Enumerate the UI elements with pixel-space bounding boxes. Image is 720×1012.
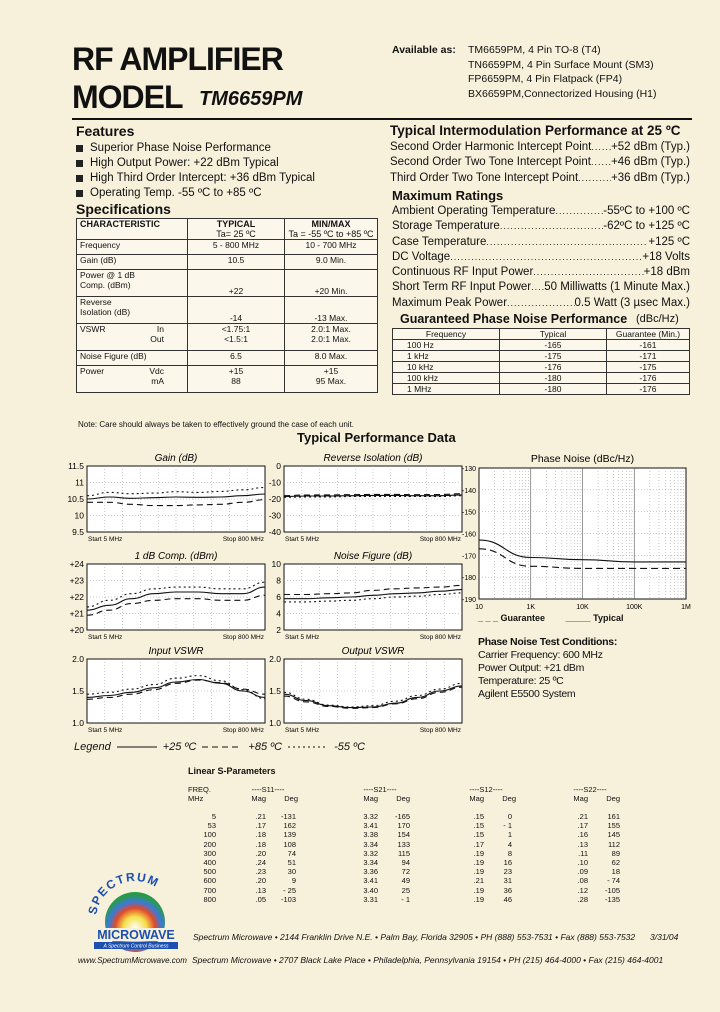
x-tick-label: 10K [576, 604, 589, 611]
x-stop-label: Stop 800 MHz [222, 727, 264, 734]
col-characteristic: CHARACTERISTIC [77, 219, 188, 240]
svg-text:A Spectrum Control Business: A Spectrum Control Business [103, 943, 169, 950]
x-tick-label: 10 [475, 604, 483, 611]
rating-row-value: -55ºC to +100 ºC [603, 205, 690, 217]
x-start-label: Start 5 MHz [285, 727, 320, 734]
spec-characteristic: Frequency [77, 240, 188, 255]
y-tick-label: +24 [69, 559, 84, 569]
rating-row-value: +18 Volts [642, 250, 690, 263]
intermod-row-value: +36 dBm (Typ.) [611, 171, 690, 184]
specs-note: Note: Care should always be taken to effectively ground the case of each unit. [78, 420, 355, 429]
pn-row [393, 362, 690, 373]
footer-address-1: Spectrum Microwave • 2144 Franklin Drive N.E. • Palm Bay, Florida 32905 • PH (888) 553-7531 • Fax (888) 553-7532 [193, 932, 636, 942]
chart-4 [72, 646, 265, 734]
y-tick-label: +23 [69, 575, 84, 586]
y-tick-label: 1.5 [72, 686, 84, 696]
intermod-row-label: Second Order Two Tone Intercept Point [390, 156, 591, 169]
sparams-title: Linear S-Parameters [188, 766, 276, 776]
sparams-group: ----S21---- [363, 785, 397, 794]
x-tick-label: 1M [681, 604, 691, 611]
pn-table-title: Guaranteed Phase Noise Performance [400, 312, 628, 326]
chart-title: Noise Figure (dB) [333, 551, 413, 562]
y-tick-label: +22 [69, 592, 84, 602]
pn-cell: 10 kHz [393, 362, 500, 373]
chart-3 [272, 551, 462, 641]
pn-col-frequency: Frequency [393, 329, 500, 340]
spec-typical: +15 88 [188, 366, 285, 393]
intermod-row-value: +52 dBm (Typ.) [611, 141, 690, 153]
rating-row-value: 0.5 Watt (3 µsec Max.) [574, 296, 690, 309]
rating-row-label: Case Temperature [392, 235, 487, 248]
spec-characteristic: Noise Figure (dB) [77, 351, 188, 366]
spec-minmax: -13 Max. [285, 297, 378, 324]
available-item: FP6659PM, 4 Pin Flatpack (FP4) [468, 73, 623, 85]
pn-cell: -176 [500, 362, 607, 373]
feature-item: Superior Phase Noise Performance [76, 141, 376, 156]
pn-cell: -180 [500, 373, 607, 384]
spec-minmax: 9.0 Min. [285, 255, 378, 270]
pn-condition: Carrier Frequency: 600 MHz [478, 649, 603, 661]
title-line-1: RF AMPLIFIER [72, 41, 283, 77]
x-start-label: Start 5 MHz [285, 634, 320, 641]
pn-col-typical: Typical [500, 329, 607, 340]
ratings-title: Maximum Ratings [392, 188, 504, 203]
pn-cell: -175 [500, 351, 607, 362]
pn-table [392, 328, 690, 395]
spec-row [77, 255, 378, 270]
x-stop-label: Stop 800 MHz [419, 536, 461, 543]
rating-row-value: 50 Milliwatts (1 Minute Max.) [544, 281, 690, 294]
ratings-list [392, 204, 690, 311]
rating-row [392, 235, 690, 250]
pn-cell: -176 [607, 384, 690, 395]
col-typical: TYPICAL Ta= 25 ºC [188, 219, 285, 240]
specs-table [76, 218, 378, 393]
rating-row [392, 250, 690, 265]
rating-row-label: Ambient Operating Temperature [392, 205, 556, 217]
col-minmax: MIN/MAX Ta = -55 ºC to +85 ºC [285, 219, 378, 240]
y-tick-label: 1.0 [72, 718, 84, 728]
available-item: TN6659PM, 4 Pin Surface Mount (SM3) [468, 58, 654, 71]
legend-dotted-line [288, 744, 328, 750]
y-tick-label: -160 [461, 531, 476, 539]
spec-minmax: 8.0 Max. [285, 351, 378, 366]
y-tick-label: -190 [461, 597, 476, 604]
available-label: Available as: [392, 44, 456, 56]
intermod-row [390, 140, 690, 155]
pn-col-guarantee: Guarantee (Min.) [607, 329, 690, 340]
intermod-title: Typical Intermodulation Performance at 25 ºC [390, 123, 681, 138]
legend-solid-line [117, 744, 157, 750]
chart-2 [70, 551, 265, 641]
x-stop-label: Stop 800 MHz [222, 536, 264, 543]
chart-title: Phase Noise (dBc/Hz) [530, 453, 635, 465]
sparams-group: ----S12---- [469, 785, 503, 794]
x-tick-label: 100K [626, 604, 643, 611]
header-rule [72, 118, 692, 120]
y-tick-label: 4 [276, 608, 281, 619]
pn-conditions [478, 636, 617, 701]
pn-chart-group [462, 453, 691, 611]
intermod-row-label: Third Order Two Tone Intercept Point [390, 171, 579, 184]
y-tick-label: -140 [461, 487, 476, 495]
spec-characteristic: Gain (dB) [77, 255, 188, 270]
x-start-label: Start 5 MHz [285, 536, 320, 543]
x-stop-label: Stop 800 MHz [419, 727, 461, 734]
feature-item: High Third Order Intercept: +36 dBm Typical [76, 171, 376, 186]
y-tick-label: 8 [276, 575, 281, 586]
feature-item: Operating Temp. -55 ºC to +85 ºC [76, 186, 376, 201]
intermod-row-value: +46 dBm (Typ.) [611, 156, 690, 169]
rating-row-label: Storage Temperature [392, 220, 500, 233]
rating-row [392, 280, 690, 295]
x-stop-label: Stop 800 MHz [419, 634, 461, 641]
y-tick-label: 10.5 [67, 494, 84, 504]
spec-typical: +22 [188, 270, 285, 297]
spec-characteristic: Power Vdc mA [77, 366, 188, 393]
spec-typical: 6.5 [188, 351, 285, 366]
pn-cell: 1 MHz [393, 384, 500, 395]
pn-row [393, 351, 690, 362]
svg-text:SPECTRUM: SPECTRUM [85, 869, 162, 916]
rating-row-value: +125 ºC [648, 235, 690, 248]
rating-row [392, 296, 690, 311]
pn-legend [478, 613, 624, 623]
pn-cell: 100 kHz [393, 373, 500, 384]
y-tick-label: +21 [69, 608, 84, 619]
y-tick-label: -170 [461, 553, 476, 561]
spec-typical: 5 - 800 MHz [188, 240, 285, 255]
pn-conditions-title: Phase Noise Test Conditions: [478, 636, 618, 648]
y-tick-label: -10 [268, 477, 281, 488]
y-tick-label: -180 [461, 575, 476, 583]
y-tick-label: -30 [268, 510, 281, 521]
y-tick-label: -130 [461, 466, 476, 473]
spec-minmax: +15 95 Max. [285, 366, 378, 393]
spec-minmax: 10 - 700 MHz [285, 240, 378, 255]
intermod-row [390, 155, 690, 170]
rating-row-value: +18 dBm [643, 266, 690, 279]
sparams-group: ----S22---- [573, 785, 607, 794]
sparams-group: ----S11---- [251, 785, 285, 794]
x-tick-label: 1K [526, 604, 536, 611]
available-item: TM6659PM, 4 Pin TO-8 (T4) [468, 44, 601, 56]
legend-item-85: +85 ºC [248, 741, 283, 753]
legend-item-25: +25 ºC [162, 741, 197, 753]
phase-noise-chart [455, 448, 705, 628]
intermod-row [390, 171, 690, 186]
y-tick-label: 10 [271, 559, 281, 569]
x-stop-label: Stop 800 MHz [222, 634, 264, 641]
y-tick-label: 2.0 [269, 654, 281, 664]
model-number: TM6659PM [199, 88, 303, 110]
chart-title: Reverse Isolation (dB) [323, 453, 423, 464]
x-start-label: Start 5 MHz [88, 536, 123, 543]
spec-characteristic: Reverse Isolation (dB) [77, 297, 188, 324]
chart-1 [269, 453, 462, 543]
svg-text:MICROWAVE: MICROWAVE [97, 928, 175, 942]
spec-row [77, 240, 378, 255]
pn-row [393, 384, 690, 395]
footer-date: 3/31/04 [650, 932, 679, 942]
pn-table-unit: (dBc/Hz) [636, 313, 679, 325]
spec-row [77, 297, 378, 324]
intermod-row-label: Second Order Harmonic Intercept Point [390, 141, 592, 153]
rating-row [392, 219, 690, 234]
spec-typical: -14 [188, 297, 285, 324]
perf-title: Typical Performance Data [297, 430, 456, 445]
y-tick-label: 2.0 [72, 654, 84, 664]
rating-row-label: Short Term RF Input Power [392, 281, 532, 294]
spec-row [77, 324, 378, 351]
pn-cell: -175 [607, 362, 690, 373]
pn-legend-typical-line: _____ [565, 613, 591, 623]
y-tick-label: 6 [276, 592, 281, 602]
spec-characteristic: Power @ 1 dB Comp. (dBm) [77, 270, 188, 297]
rating-row-label: Maximum Peak Power [392, 296, 508, 309]
y-tick-label: 0 [276, 461, 281, 471]
y-tick-label: 2 [276, 625, 281, 635]
pn-cell: -171 [607, 351, 690, 362]
footer-address-2: Spectrum Microwave • 2707 Black Lake Place • Philadelphia, Pennsylvania 19154 • PH (215) 464-4000 • Fax (215) 464-4001 [192, 955, 664, 965]
available-item: BX6659PM,Connectorized Housing (H1) [468, 87, 657, 100]
title-line-2: MODEL [72, 79, 183, 115]
x-start-label: Start 5 MHz [88, 634, 123, 641]
pn-row [393, 373, 690, 384]
pn-cell: 1 kHz [393, 351, 500, 362]
pn-legend-typical: Typical [593, 613, 624, 623]
chart-title: Input VSWR [148, 646, 204, 657]
chart-title: 1 dB Comp. (dBm) [134, 551, 218, 562]
spec-typical: <1.75:1 <1.5:1 [188, 324, 285, 351]
rating-row-label: DC Voltage [392, 250, 451, 263]
spec-row [77, 366, 378, 393]
feature-item: High Output Power: +22 dBm Typical [76, 156, 376, 171]
pn-condition: Agilent E5500 System [478, 688, 576, 700]
y-tick-label: -150 [461, 509, 476, 517]
spec-row [77, 270, 378, 297]
pn-cell: 100 Hz [393, 340, 500, 351]
y-tick-label: -20 [268, 494, 281, 504]
y-tick-label: 11 [75, 477, 84, 488]
features-title: Features [76, 123, 135, 139]
intermod-list [390, 140, 690, 186]
y-tick-label: 1.5 [269, 686, 281, 696]
spec-row [77, 351, 378, 366]
spec-minmax: 2.0:1 Max. 2.0:1 Max. [285, 324, 378, 351]
rating-row [392, 204, 690, 219]
spec-characteristic: VSWR In Out [77, 324, 188, 351]
specs-title: Specifications [76, 201, 171, 217]
pn-legend-guarantee: Guarantee [500, 613, 546, 623]
y-tick-label: 9.5 [72, 527, 84, 537]
pn-cell: -161 [607, 340, 690, 351]
available-list [468, 43, 657, 101]
pn-cell: -176 [607, 373, 690, 384]
pn-condition: Power Output: +21 dBm [478, 662, 585, 674]
y-tick-label: -40 [268, 527, 281, 537]
pn-cell: -180 [500, 384, 607, 395]
legend-dashed-line [202, 744, 242, 750]
spec-minmax: +20 Min. [285, 270, 378, 297]
spectrum-logo [80, 868, 190, 960]
y-tick-label: 10 [74, 510, 84, 521]
chart-5 [269, 646, 462, 734]
y-tick-label: 1.0 [269, 718, 281, 728]
y-tick-label: 11.5 [68, 461, 84, 471]
spec-typical: 10.5 [188, 255, 285, 270]
features-list [76, 141, 376, 201]
rating-row [392, 265, 690, 280]
chart-title: Output VSWR [341, 646, 405, 657]
pn-row [393, 340, 690, 351]
pn-condition: Temperature: 25 ºC [478, 675, 564, 687]
sparams-table: FREQ. ----S11---- ----S21---- ----S12---- ----S22---- MHz Mag Deg Mag Deg Mag Deg Mag Deg 5 .21 -131 3.32 -165 .15 0 .21 161 53 .17 162 3.41 170 .15 - 1 .17 155 100 .18 139 3.38 154 .15 1 .16 145 200 .18 108 3.34 133 .17 4 .13 112 300 .20 74 3.32 115 .19 8 .11 89 400 .24 51 3.34 94 .19 16 .10 62 500 .23 30 3.36 72 .19 23 .09 18 600 .20 9 3.41 49 .21 31 .08 - 74 700 .13 - 25 3.40 25 .19 36 .12 -105 800 .05 -103 3.31 - 1 .19 46 .28 -135 [188, 785, 620, 904]
temp-legend [74, 741, 365, 753]
rating-row-value: -62ºC to +125 ºC [603, 220, 690, 233]
chart-0 [67, 453, 265, 543]
pn-cell: -165 [500, 340, 607, 351]
footer-website[interactable]: www.SpectrumMicrowave.com [78, 956, 187, 965]
legend-label: Legend [74, 741, 111, 753]
pn-legend-guarantee-line: _ _ _ [478, 613, 499, 623]
y-tick-label: +20 [69, 625, 84, 635]
x-start-label: Start 5 MHz [88, 727, 123, 734]
legend-item-55: -55 ºC [334, 741, 366, 753]
rating-row-label: Continuous RF Input Power [392, 266, 534, 279]
chart-title: Gain (dB) [154, 453, 198, 464]
